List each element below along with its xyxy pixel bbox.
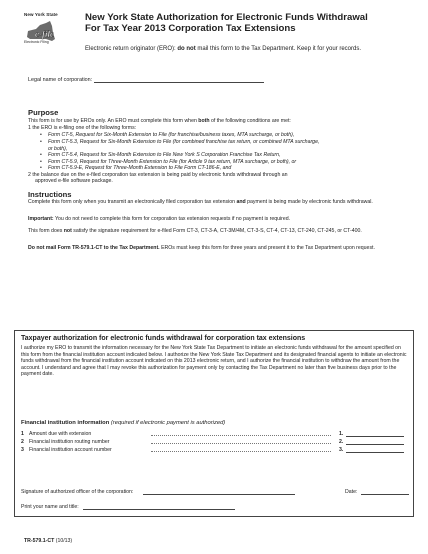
bullet-ct59e: • Form CT-5.9-E, Request for Three-Month Extension to File Form CT-186-E, and: [40, 165, 232, 171]
row-number: 2: [21, 439, 24, 445]
instructions-heading: Instructions: [28, 190, 72, 199]
form-revision: (10/13): [54, 538, 73, 544]
p4-rest: EROs must keep this form for three years and present it to the Tax Department upon request.: [159, 245, 375, 251]
p1-bold: and: [236, 199, 246, 205]
p2-rest: You do not need to complete this form for corporation tax extension requests if no payment is required.: [53, 216, 291, 222]
routing-number-row[interactable]: [21, 439, 411, 446]
purpose-condition-2: [28, 172, 388, 185]
subtitle-pre: Electronic return originator (ERO):: [85, 46, 178, 52]
condition-2-line-2: approved e-file software package.: [35, 178, 113, 185]
account-number-row[interactable]: [21, 447, 411, 454]
legal-name-label: Legal name of corporation:: [28, 77, 93, 83]
condition-2-line-1: 2 the balance due on the e-filed corporation tax extension is being paid by electronic funds withdrawal through an: [28, 172, 288, 178]
purpose-condition-1: 1 the ERO is e-filing one of the following forms:: [28, 125, 137, 131]
bullet-ct59e-text: Form CT-5.9-E, Request for Three-Month Extension to File Form CT-186-E, and: [48, 165, 232, 171]
purpose-intro-pre: This form is for use by EROs only. An ERO must complete this form when: [28, 118, 199, 124]
svg-text:e-file: e-file: [35, 29, 54, 39]
p1-pre: Complete this form only when you transmit an electronically filed corporation tax extension: [28, 199, 237, 205]
bullet-ct5: • Form CT-5, Request for Six-Month Extension to File (for franchise/business taxes, MTA surcharge, or both),: [40, 132, 295, 138]
amount-due-row[interactable]: [21, 431, 411, 438]
form-subtitle: [85, 46, 361, 53]
line-ref: 3.: [339, 447, 344, 453]
instructions-p1: [28, 199, 408, 205]
nys-efile-logo: [22, 12, 66, 50]
p3-bold: not: [63, 228, 72, 234]
purpose-intro-post: of the following conditions are met:: [209, 118, 291, 124]
amount-due-label: Amount due with extension: [29, 431, 92, 437]
logo-sub-text: Electronic Filing: [24, 40, 49, 44]
p4-bold: Do not mail Form TR-579.1-CT to the Tax Department.: [28, 245, 160, 251]
bullet-ct53-text: Form CT-5.3, Request for Six-Month Extension to File (for combined franchise tax return, or combined MTA surcharge,: [48, 139, 320, 145]
subtitle-post: mail this form to the Tax Department. Keep it for your records.: [195, 46, 361, 52]
routing-number-field[interactable]: [346, 444, 404, 445]
row-number: 1: [21, 431, 24, 437]
line-ref: 1.: [339, 431, 344, 437]
title-line-2: For Tax Year 2013 Corporation Tax Extensions: [85, 23, 296, 34]
bullet-ct54: • Form CT-5.4, Request for Six-Month Extension to File New York S Corporation Franchise Tax Return,: [40, 152, 281, 158]
line-ref: 2.: [339, 439, 344, 445]
logo-state-text: New York State: [24, 12, 58, 17]
bullet-ct54-text: Form CT-5.4, Request for Six-Month Extension to File New York S Corporation Franchise Tax Return,: [48, 152, 281, 158]
bullet-ct53-cont: or both),: [48, 145, 68, 152]
bullet-ct53: • Form CT-5.3, Request for Six-Month Extension to File (for combined franchise tax return, or combined MTA surcharge,: [40, 139, 320, 145]
leader-dots: [151, 443, 331, 444]
form-id: TR-579.1-CT: [24, 538, 55, 544]
legal-name-field[interactable]: [28, 76, 264, 83]
signature-label: Signature of authorized officer of the corporation:: [21, 489, 134, 495]
date-label: Date:: [345, 489, 358, 495]
authorization-heading: Taxpayer authorization for electronic funds withdrawal for corporation tax extensions: [21, 335, 306, 342]
routing-number-label: Financial institution routing number: [29, 439, 110, 445]
authorization-box: [14, 330, 414, 517]
signature-row[interactable]: [21, 489, 411, 495]
row-number: 3: [21, 447, 24, 453]
account-number-field[interactable]: [346, 452, 404, 453]
print-name-label: Print your name and title:: [21, 504, 79, 510]
bullet-ct5-text: Form CT-5, Request for Six-Month Extension to File (for franchise/business taxes, MTA surcharge, or both),: [48, 132, 295, 138]
print-name-field[interactable]: [83, 509, 235, 510]
print-name-row[interactable]: [21, 504, 411, 510]
instructions-p2: [28, 216, 408, 222]
p3-post: satisfy the signature requirement for e-filed Form CT-3, CT-3-A, CT-3M/4M, CT-3-S, CT-4, CT-13, CT-240, CT-245, or CT-400.: [71, 228, 362, 234]
p2-bold: Important:: [28, 216, 54, 222]
subtitle-bold: do not: [177, 46, 196, 52]
p3-pre: This form does: [28, 228, 64, 234]
fin-heading-bold: Financial institution information: [21, 420, 110, 426]
fin-heading-note: (required if electronic payment is authorized): [109, 420, 226, 426]
amount-due-field[interactable]: [346, 436, 404, 437]
purpose-intro-bold: both: [198, 118, 210, 124]
title-line-1: New York State Authorization for Electronic Funds Withdrawal: [85, 12, 368, 23]
legal-name-line[interactable]: [94, 76, 264, 83]
authorization-body: I authorize my ERO to transmit the information necessary for the New York State Tax Department to initiate an electronic funds withdrawal for the amount specified on this form from the financial institution account indicated below. I authorize the New York State Tax Department and its designated financial agents to initiate an electronic funds withdrawal from the financial institution account indicated on this 2013 electronic return, and I authorize the financial institution to withdraw the amount from the account. I understand and agree that I may revoke this authorization for payment only by contacting the Tax Department no later than five business days prior to the payment date.: [21, 345, 407, 377]
bullet-ct59-text: Form CT-5.9, Request for Three-Month Extension to File (for Article 9 tax return, MTA surcharge, or both), or: [48, 158, 297, 165]
instructions-p4: [28, 245, 408, 251]
account-number-label: Financial institution account number: [29, 447, 112, 453]
purpose-intro: [28, 118, 408, 124]
form-title: [85, 12, 425, 34]
p1-post: payment is being made by electronic funds withdrawal.: [245, 199, 373, 205]
form-id-footer: [24, 538, 72, 544]
instructions-p3: [28, 228, 408, 234]
leader-dots: [151, 435, 331, 436]
leader-dots: [151, 451, 331, 452]
financial-info-heading: [21, 420, 225, 426]
purpose-heading: Purpose: [28, 108, 59, 117]
signature-field[interactable]: [143, 494, 295, 495]
bullet-ct59: • Form CT-5.9, Request for Three-Month Extension to File (for Article 9 tax return, MTA surcharge, or both), or: [40, 158, 297, 165]
date-field[interactable]: [361, 494, 409, 495]
